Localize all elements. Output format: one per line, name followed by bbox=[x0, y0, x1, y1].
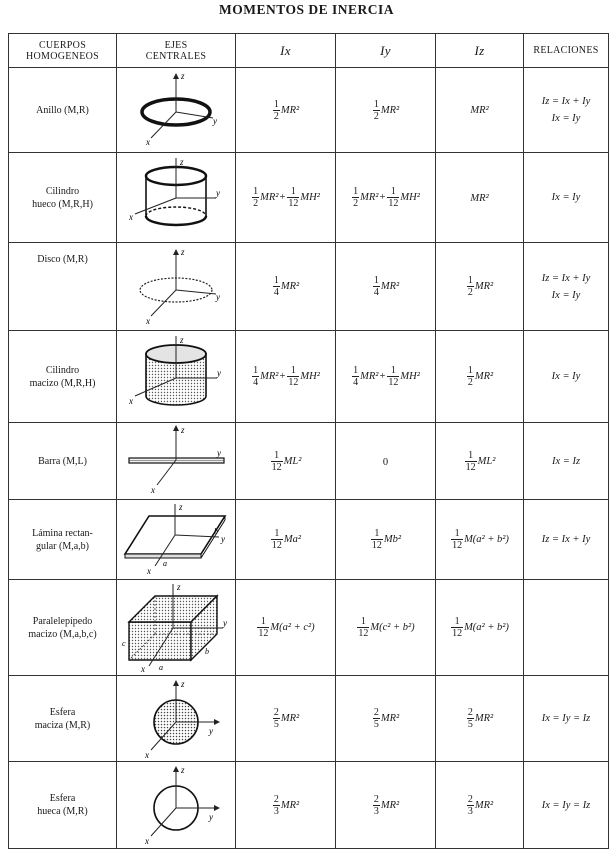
axis-x-label: x bbox=[146, 315, 150, 326]
axis-z-label: z bbox=[180, 156, 184, 167]
axis-y-label: y bbox=[217, 367, 221, 378]
iz-cell: $\frac{1}{12}$ M(a² + b²) bbox=[436, 580, 524, 676]
relation-cell: Iz = Ix + Iy bbox=[524, 500, 609, 580]
body-name: Lámina rectan- gular (M,a,b) bbox=[9, 500, 117, 580]
relation-cell bbox=[524, 580, 609, 676]
dim-b-label: b bbox=[213, 526, 218, 536]
axis-z-label: z bbox=[178, 501, 183, 512]
axis-z-label: z bbox=[181, 246, 185, 257]
body-name: Cilindro hueco (M,R,H) bbox=[9, 153, 117, 243]
ix-cell: $\frac{1}{4}$ MR² bbox=[236, 243, 336, 331]
dim-a-label: a bbox=[162, 558, 167, 568]
iy-cell: $\frac{1}{12}$ Mb² bbox=[336, 500, 436, 580]
ix-cell: $\frac{1}{12}$ M(a² + c²) bbox=[236, 580, 336, 676]
header-iy: Iy bbox=[336, 34, 436, 68]
header-axes: EJES CENTRALES bbox=[117, 34, 236, 68]
page-title: MOMENTOS DE INERCIA bbox=[218, 2, 395, 17]
iy-cell: 0 bbox=[336, 423, 436, 500]
body-name: Barra (M,L) bbox=[9, 423, 117, 500]
table-row bbox=[9, 580, 609, 676]
inertia-table bbox=[8, 33, 609, 849]
header-bodies: CUERPOS HOMOGENEOS bbox=[9, 34, 117, 68]
body-name: Esfera hueca (M,R) bbox=[9, 762, 117, 849]
ix-cell: $\frac{1}{2}$ MR²+ $\frac{1}{12}$ MH² bbox=[236, 153, 336, 243]
relation-cell: Ix = Iz bbox=[524, 423, 609, 500]
header-iz: Iz bbox=[436, 34, 524, 68]
iz-cell: $\frac{2}{3}$ MR² bbox=[436, 762, 524, 849]
iz-cell: $\frac{1}{12}$ M(a² + b²) bbox=[436, 500, 524, 580]
axis-x-label: x bbox=[129, 395, 133, 406]
iy-cell: $\frac{2}{5}$ MR² bbox=[336, 676, 436, 762]
relation-cell: Iz = Ix + Iy Ix = Iy bbox=[524, 243, 609, 331]
relation-cell: Ix = Iy bbox=[524, 331, 609, 423]
body-name: Cilindro macizo (M,R,H) bbox=[9, 331, 117, 423]
iz-cell: $\frac{2}{5}$ MR² bbox=[436, 676, 524, 762]
relation-cell: Ix = Iy bbox=[524, 153, 609, 243]
axis-y-label: y bbox=[209, 725, 213, 736]
hollow-cylinder-figure bbox=[117, 153, 236, 243]
table-row bbox=[9, 331, 609, 423]
axis-y-label: y bbox=[222, 617, 227, 628]
table-row bbox=[9, 68, 609, 153]
axis-x-label: x bbox=[129, 211, 133, 222]
iz-cell: $\frac{1}{12}$ ML² bbox=[436, 423, 524, 500]
body-name: Esfera maciza (M,R) bbox=[9, 676, 117, 762]
rod-figure bbox=[117, 423, 236, 500]
ix-cell: $\frac{1}{2}$ MR² bbox=[236, 68, 336, 153]
iz-cell: MR² bbox=[436, 153, 524, 243]
iy-cell: $\frac{1}{2}$ MR²+ $\frac{1}{12}$ MH² bbox=[336, 153, 436, 243]
dim-c-label: c bbox=[121, 638, 126, 648]
disk-figure bbox=[117, 243, 236, 331]
header-ix: Ix bbox=[236, 34, 336, 68]
header-row bbox=[9, 34, 609, 68]
axis-x-label: x bbox=[145, 749, 149, 760]
relation-cell: Ix = Iy = Iz bbox=[524, 676, 609, 762]
axis-y-label: y bbox=[216, 187, 220, 198]
iy-cell: $\frac{1}{12}$ M(c² + b²) bbox=[336, 580, 436, 676]
body-name: Paralelepípedo macizo (M,a,b,c) bbox=[9, 580, 117, 676]
axis-y-label: y bbox=[213, 116, 217, 126]
table-row bbox=[9, 500, 609, 580]
axis-z-label: z bbox=[181, 765, 185, 775]
axis-z-label: z bbox=[181, 425, 185, 435]
hollow-sphere-figure bbox=[117, 762, 236, 849]
table-row bbox=[9, 153, 609, 243]
header-relations: RELACIONES bbox=[524, 34, 609, 68]
dim-a-label: a bbox=[158, 662, 163, 672]
axis-z-label: z bbox=[180, 334, 184, 345]
body-name: Anillo (M,R) bbox=[9, 68, 117, 153]
axis-z-label: z bbox=[181, 71, 185, 81]
ix-cell: $\frac{1}{12}$ ML² bbox=[236, 423, 336, 500]
axis-y-label: y bbox=[209, 812, 213, 822]
ix-cell: $\frac{1}{4}$ MR²+ $\frac{1}{12}$ MH² bbox=[236, 331, 336, 423]
axis-x-label: x bbox=[146, 565, 151, 576]
table-row bbox=[9, 243, 609, 331]
ix-cell: $\frac{1}{12}$ Ma² bbox=[236, 500, 336, 580]
body-name: Disco (M,R) bbox=[9, 243, 117, 331]
table-row bbox=[9, 423, 609, 500]
relation-cell: Ix = Iy = Iz bbox=[524, 762, 609, 849]
iy-cell: $\frac{1}{4}$ MR²+ $\frac{1}{12}$ MH² bbox=[336, 331, 436, 423]
solid-sphere-figure bbox=[117, 676, 236, 762]
iz-cell: $\frac{1}{2}$ MR² bbox=[436, 243, 524, 331]
table-row bbox=[9, 762, 609, 849]
table-row bbox=[9, 676, 609, 762]
solid-cylinder-figure bbox=[117, 331, 236, 423]
iy-cell: $\frac{1}{2}$ MR² bbox=[336, 68, 436, 153]
iz-cell: $\frac{1}{2}$ MR² bbox=[436, 331, 524, 423]
dim-b-label: b bbox=[204, 646, 209, 656]
ix-cell: $\frac{2}{5}$ MR² bbox=[236, 676, 336, 762]
axis-z-label: z bbox=[176, 581, 181, 592]
iz-cell: MR² bbox=[436, 68, 524, 153]
plate-figure bbox=[117, 500, 236, 580]
ix-cell: $\frac{2}{3}$ MR² bbox=[236, 762, 336, 849]
axis-x-label: x bbox=[140, 663, 145, 674]
axis-y-label: y bbox=[220, 533, 225, 544]
axis-y-label: y bbox=[217, 448, 221, 458]
iy-cell: $\frac{1}{4}$ MR² bbox=[336, 243, 436, 331]
axis-z-label: z bbox=[181, 678, 185, 689]
axis-y-label: y bbox=[216, 291, 220, 302]
axis-x-label: x bbox=[145, 836, 149, 846]
iy-cell: $\frac{2}{3}$ MR² bbox=[336, 762, 436, 849]
ring-figure bbox=[117, 68, 236, 153]
relation-cell: Iz = Ix + Iy Ix = Iy bbox=[524, 68, 609, 153]
axis-x-label: x bbox=[146, 137, 150, 147]
box-figure bbox=[117, 580, 236, 676]
axis-x-label: x bbox=[151, 485, 155, 495]
